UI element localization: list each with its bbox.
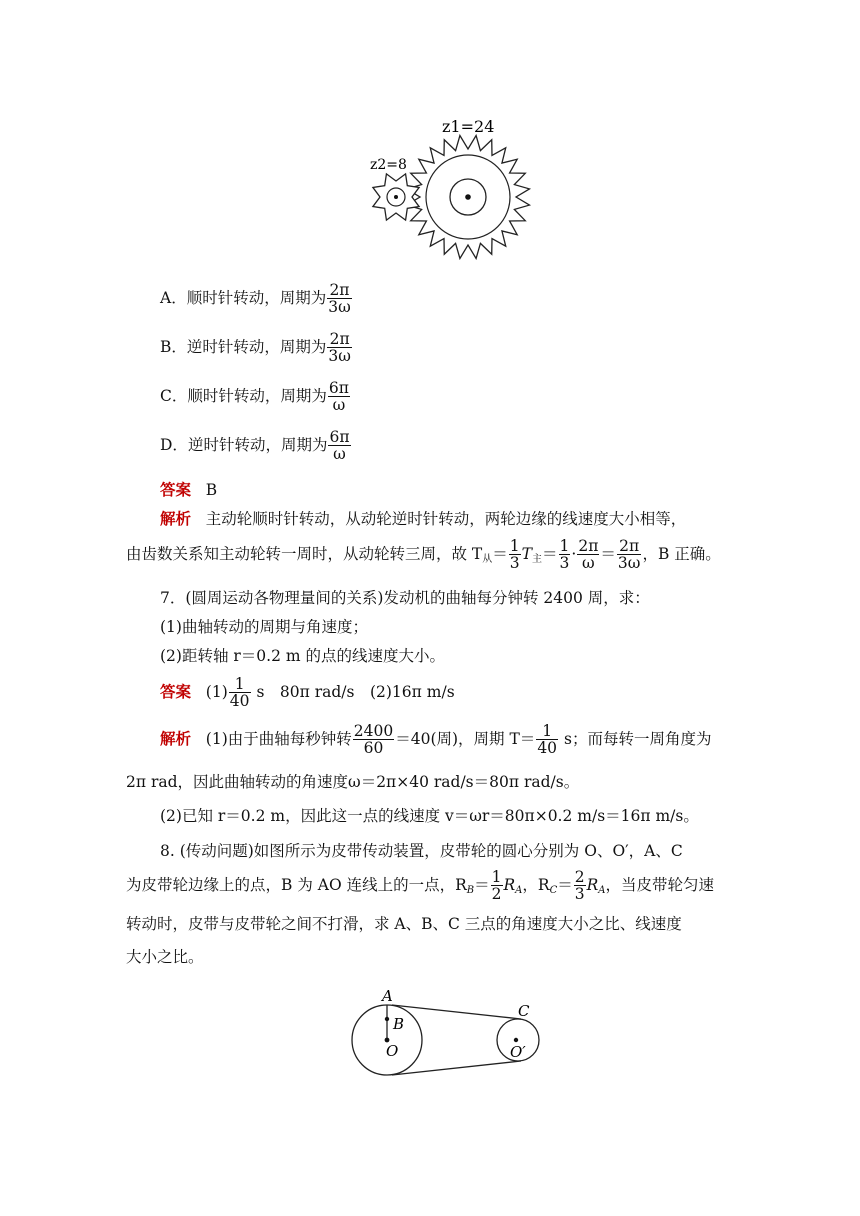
q8-line3: 转动时，皮带与皮带轮之间不打滑，求 A、B、C 三点的角速度大小之比、线速度 <box>126 915 682 933</box>
equals: ＝ <box>557 875 573 894</box>
option-fraction: $\frac{6\pi}{\omega}$ <box>329 428 350 464</box>
question-text: 为皮带轮边缘上的点，B 为 AO 连线上的一点，R <box>126 875 467 894</box>
equals: ＝ <box>542 544 558 563</box>
fraction-one-third: $\frac{1}{3}$ <box>559 537 570 573</box>
option-text: 逆时针转动，周期为 <box>186 337 327 356</box>
fraction-one-half: $\frac{1}{2}$ <box>491 868 502 904</box>
small-gear-center <box>394 195 398 199</box>
large-gear-center <box>465 194 471 200</box>
fraction-one-third: $\frac{1}{3}$ <box>509 537 520 573</box>
subscript: B <box>466 884 475 896</box>
option-letter: D． <box>160 435 188 454</box>
q7-analysis-line1 <box>160 723 711 757</box>
belt-bottom <box>392 1061 521 1075</box>
subscript: 从 <box>482 553 493 565</box>
z1-label: z1=24 <box>442 117 495 136</box>
point-b <box>385 1017 389 1021</box>
label-o: O <box>386 1042 399 1060</box>
belt-figure <box>340 985 555 1087</box>
q7-analysis-line3: (2)已知 r＝0.2 m，因此这一点的线速度 v＝ωr＝80π×0.2 m/s＝16π m/s。 <box>160 807 699 825</box>
option-d <box>160 429 352 463</box>
q8-line1: 8. (传动问题)如图所示为皮带传动装置，皮带轮的圆心分别为 O、O′，A、C <box>160 842 683 860</box>
subscript: A <box>598 884 606 896</box>
subscript: C <box>549 884 558 896</box>
symbol-r: R <box>503 875 516 894</box>
analysis-label: 解析 <box>160 729 192 748</box>
analysis-text: 主动轮顺时针转动，从动轮逆时针转动，两轮边缘的线速度大小相等， <box>205 510 687 528</box>
analysis-text: 由齿数关系知主动轮转一周时，从动轮转三周，故 T <box>126 544 483 563</box>
belt-top <box>392 1005 521 1019</box>
fraction-one-fortieth: $\frac{1}{40}$ <box>537 722 558 758</box>
dot: · <box>571 544 577 563</box>
q6-analysis-line2 <box>126 538 721 572</box>
q7-sub2: (2)距转轴 r＝0.2 m 的点的线速度大小。 <box>160 647 445 665</box>
option-fraction: $\frac{6\pi}{\omega}$ <box>328 379 349 415</box>
option-letter: A． <box>160 288 187 307</box>
answer-label: 答案 <box>160 481 192 499</box>
question-text: ，R <box>522 875 550 894</box>
subscript: 主 <box>532 553 543 565</box>
option-letter: C． <box>160 386 188 405</box>
equals: ＝ <box>474 875 490 894</box>
symbol-t: T <box>521 544 533 563</box>
q6-analysis-line1 <box>160 507 686 529</box>
gear-figure <box>360 105 540 275</box>
answer-label: 答案 <box>160 682 192 701</box>
z2-label: z2=8 <box>370 157 407 173</box>
q7-analysis-line2: 2π rad，因此曲轴转动的角速度ω＝2π×40 rad/s＝80π rad/s。 <box>126 773 580 791</box>
q6-answer <box>160 478 217 500</box>
option-fraction: $\frac{2\pi}{3\omega}$ <box>328 330 351 366</box>
answer-value: B <box>205 481 218 499</box>
fraction-two-thirds: $\frac{2}{3}$ <box>574 868 585 904</box>
fraction-one-fortieth: $\frac{1}{40}$ <box>229 675 250 711</box>
fraction-2pi-3omega: $\frac{2\pi}{3\omega}$ <box>617 537 641 573</box>
q7-sub1: (1)曲轴转动的周期与角速度； <box>160 618 368 636</box>
answer-text: (1) <box>205 682 228 701</box>
option-a <box>160 282 353 316</box>
analysis-text: ，B 正确。 <box>642 544 721 563</box>
option-c <box>160 380 351 414</box>
fraction-2400-60: $\frac{2400}{60}$ <box>353 722 394 758</box>
question-text: ，当皮带轮匀速 <box>605 875 715 894</box>
symbol-r: R <box>586 875 599 894</box>
analysis-text: ＝40(周)，周期 T＝ <box>395 729 536 748</box>
equals: ＝ <box>492 544 508 563</box>
option-letter: B． <box>160 337 187 356</box>
fraction-2pi-omega: $\frac{2\pi}{\omega}$ <box>578 537 599 573</box>
label-a: A <box>382 987 393 1005</box>
option-text: 逆时针转动，周期为 <box>187 435 328 454</box>
option-text: 顺时针转动，周期为 <box>187 386 327 405</box>
q8-line4: 大小之比。 <box>126 948 204 966</box>
q7-answer <box>160 676 455 710</box>
label-b: B <box>393 1015 405 1033</box>
label-o-prime: O′ <box>510 1043 526 1061</box>
answer-text: s 80π rad/s (2)16π m/s <box>256 682 455 701</box>
q8-line2 <box>126 869 714 903</box>
q7-title: 7．(圆周运动各物理量间的关系)发动机的曲轴每分钟转 2400 周，求： <box>160 589 650 607</box>
label-c: C <box>518 1002 530 1020</box>
option-fraction: $\frac{2\pi}{3\omega}$ <box>328 281 351 317</box>
point-o-prime <box>514 1038 518 1042</box>
analysis-label: 解析 <box>160 510 192 528</box>
equals: ＝ <box>600 544 616 563</box>
subscript: A <box>515 884 523 896</box>
analysis-text: s；而每转一周角度为 <box>563 729 712 748</box>
analysis-text: (1)由于曲轴每秒钟转 <box>205 729 352 748</box>
option-b <box>160 331 353 365</box>
option-text: 顺时针转动，周期为 <box>186 288 327 307</box>
